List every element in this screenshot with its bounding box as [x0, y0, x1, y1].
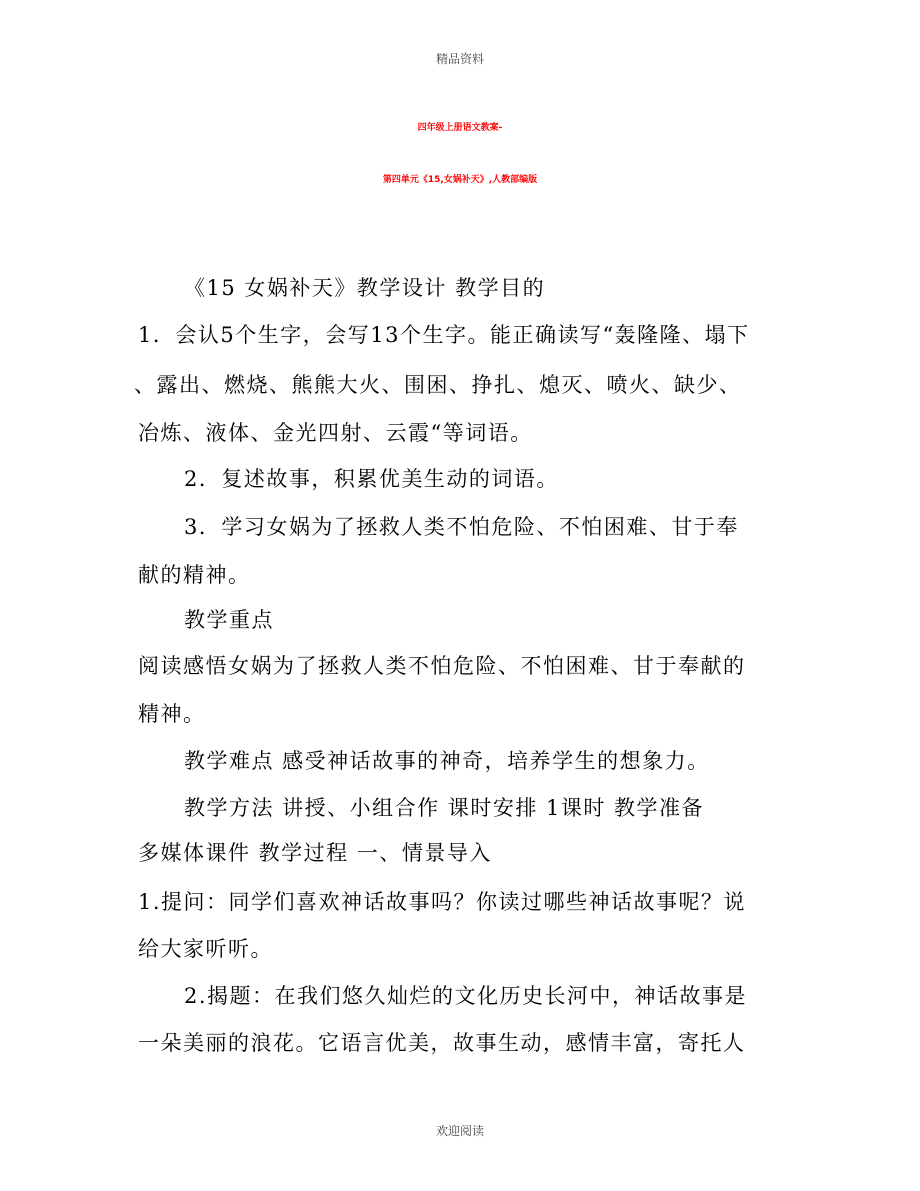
paragraph-line: 精神。 [138, 702, 206, 726]
paragraph-line: 《15 女娲补天》教学设计 教学目的 [184, 276, 546, 300]
title-line-2: 第四单元《15,女娲补天》,人教部编版 [382, 175, 538, 185]
paragraph-line: 1.提问：同学们喜欢神话故事吗？你读过哪些神话故事呢？说 [138, 890, 747, 914]
paragraph-line: 阅读感悟女娲为了拯救人类不怕危险、不怕困难、甘于奉献的 [138, 654, 746, 678]
paragraph-line: 一朵美丽的浪花。它语言优美，故事生动，感情丰富，寄托人 [138, 1031, 746, 1055]
paragraph-line: 2．复述故事，积累优美生动的词语。 [184, 467, 559, 491]
paragraph-line: 1．会认5个生字，会写13个生字。能正确读写“轰隆隆、塌下 [138, 323, 750, 347]
paragraph-line: 2.揭题：在我们悠久灿烂的文化历史长河中，神话故事是 [184, 984, 748, 1008]
paragraph-line: 冶炼、液体、金光四射、云霞“等词语。 [138, 421, 533, 445]
paragraph-line: 3．学习女娲为了拯救人类不怕危险、不怕困难、甘于奉 [184, 515, 739, 539]
page-footer: 欢迎阅读 [435, 1124, 484, 1138]
paragraph-line: 教学方法 讲授、小组合作 课时安排 1课时 教学准备 [184, 796, 705, 820]
paragraph-line: 教学难点 感受神话故事的神奇，培养学生的想象力。 [184, 749, 710, 773]
paragraph-line: 给大家听听。 [138, 937, 273, 961]
paragraph-line: 教学重点 [184, 608, 274, 632]
paragraph-line: 献的精神。 [138, 563, 251, 587]
paragraph-line: 、露出、燃烧、熊熊大火、围困、挣扎、熄灭、喷火、缺少、 [134, 373, 742, 397]
page-header: 精品资料 [435, 52, 484, 66]
title-line-1: 四年级上册语文教案- [417, 123, 503, 133]
paragraph-line: 多媒体课件 教学过程 一、情景导入 [138, 841, 492, 865]
